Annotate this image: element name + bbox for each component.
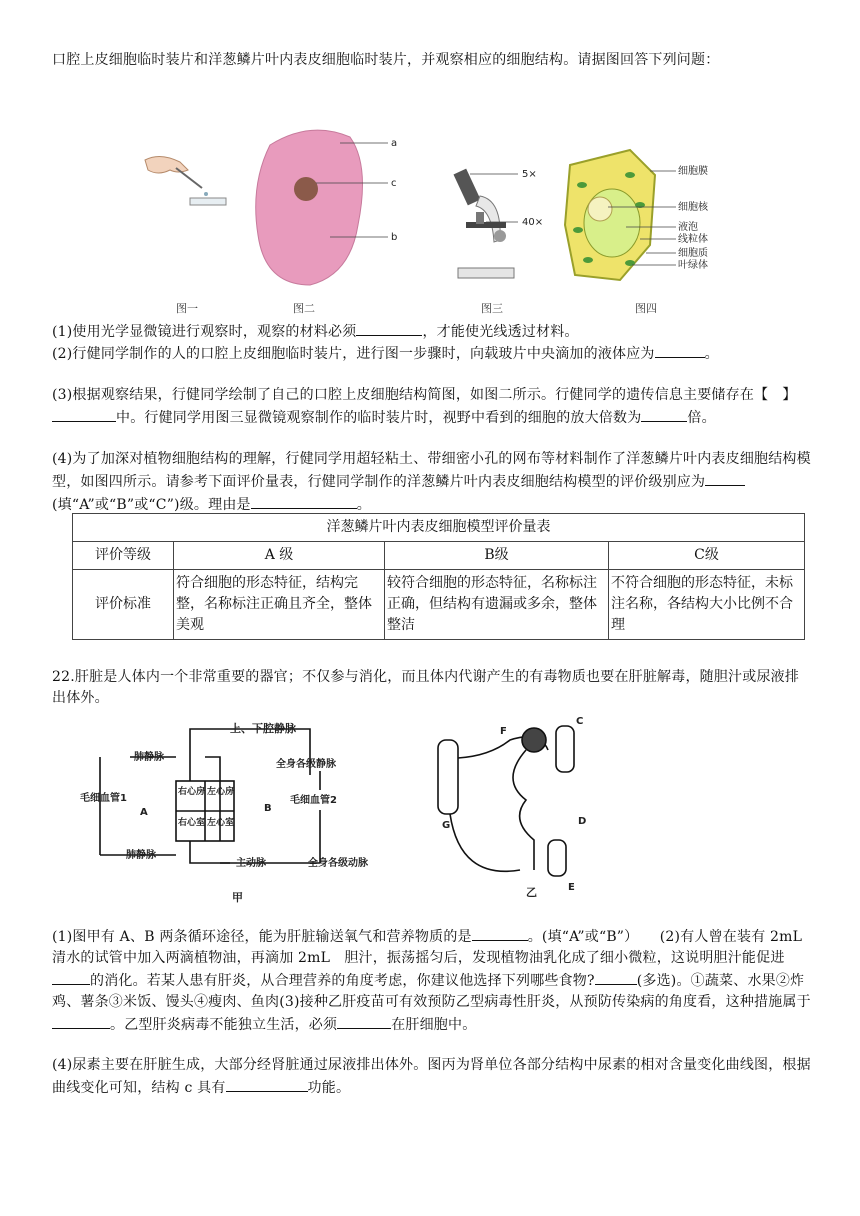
svg-text:全身各级动脉: 全身各级动脉	[308, 858, 368, 869]
answer-blank[interactable]	[52, 406, 116, 422]
figure-two-cheek-cell	[250, 125, 405, 295]
answer-blank[interactable]	[641, 406, 687, 422]
q21-part2: (2)行健同学制作的人的口腔上皮细胞临时装片，进行图一步骤时，向载玻片中央滴加的液体应为 。	[52, 342, 812, 365]
table-cell: 不符合细胞的形态特征，未标注名称，各结构大小比例不合理	[609, 570, 805, 640]
answer-blank[interactable]	[356, 320, 422, 336]
fig2-label-b: b	[391, 232, 398, 243]
table-title-row	[73, 514, 805, 542]
svg-text:毛细血管1: 毛细血管1	[80, 793, 127, 804]
svg-text:F: F	[500, 726, 507, 737]
answer-blank[interactable]	[472, 925, 528, 941]
table-title: 洋葱鳞片叶内表皮细胞模型评价量表	[73, 514, 805, 542]
svg-text:全身各级静脉: 全身各级静脉	[276, 759, 336, 770]
svg-text:E: E	[568, 882, 575, 893]
fig3-label-eyepiece: 5×	[522, 169, 537, 180]
q21-part3: (3)根据观察结果，行健同学绘制了自己的口腔上皮细胞结构简图，如图二所示。行健同学的遗传信息主要储存在【 】中。行健同学用图三显微镜观察制作的临时装片时，视野中看到的细胞的放大倍数为 倍。	[52, 387, 797, 426]
answer-blank[interactable]	[337, 1013, 391, 1029]
figure-three-microscope	[440, 160, 550, 290]
answer-blank[interactable]	[52, 1013, 110, 1029]
fig-caption-4: 图四	[635, 302, 657, 315]
q22-part4: (4)尿素主要在肝脏生成，大部分经肾脏通过尿液排出体外。图丙为肾单位各部分结构中尿素的相对含量变化曲线图，根据曲线变化可知，结构 c 具有 功能。	[52, 1057, 811, 1096]
answer-blank[interactable]	[226, 1076, 308, 1092]
fig4-label-chloroplast: 叶绿体	[678, 260, 708, 271]
fig3-label-objective: 40×	[522, 217, 544, 228]
q21-part1: (1)使用光学显微镜进行观察时，观察的材料必须 ，才能使光线透过材料。	[52, 320, 812, 343]
table-cell: 评价标准	[73, 570, 174, 640]
q22-intro: 22.肝脏是人体内一个非常重要的器官；不仅参与消化，而且体内代谢产生的有毒物质也要在肝脏解毒，随胆汁或尿液排出体外。	[52, 669, 800, 706]
svg-text:主动脉: 主动脉	[236, 858, 266, 869]
answer-blank[interactable]	[655, 342, 705, 358]
diagram-yi-kidney	[430, 710, 610, 900]
svg-text:右心室: 右心室	[178, 818, 206, 828]
fig-caption-3: 图三	[481, 302, 503, 315]
svg-text:乙: 乙	[526, 886, 537, 899]
svg-text:肺静脉: 肺静脉	[126, 850, 156, 861]
table-cell: 符合细胞的形态特征，结构完整，名称标注正确且齐全，整体美观	[174, 570, 385, 640]
svg-text:毛细血管2: 毛细血管2	[290, 795, 337, 806]
svg-text:A: A	[140, 807, 148, 818]
answer-blank[interactable]	[705, 470, 745, 486]
table-cell: 较符合细胞的形态特征，名称标注正确，但结构有遗漏或多余，整体整洁	[385, 570, 609, 640]
figure-four-plant-cell	[560, 145, 730, 290]
fig4-label-membrane: 细胞膜	[678, 166, 708, 177]
table-cell: B级	[385, 542, 609, 570]
svg-text:B: B	[264, 803, 272, 814]
svg-text:G: G	[442, 820, 451, 831]
table-cell: A 级	[174, 542, 385, 570]
evaluation-table	[72, 513, 805, 640]
answer-blank[interactable]	[595, 969, 637, 985]
fig-caption-2: 图二	[293, 302, 315, 315]
svg-text:左心室: 左心室	[207, 818, 235, 828]
fig2-label-a: a	[391, 138, 398, 149]
question-intro: 口腔上皮细胞临时装片和洋葱鳞片叶内表皮细胞临时装片，并观察相应的细胞结构。请据图回答下列问题：	[52, 52, 720, 68]
fig4-label-vacuole: 液泡	[678, 222, 698, 233]
table-row	[73, 542, 805, 570]
fig2-label-c: c	[391, 178, 397, 189]
fig-caption-1: 图一	[176, 302, 198, 315]
fig4-label-nucleus: 细胞核	[678, 202, 708, 213]
table-cell: C级	[609, 542, 805, 570]
diagram-jia-circulation	[80, 715, 380, 905]
svg-text:肺静脉: 肺静脉	[134, 752, 164, 763]
answer-blank[interactable]	[52, 969, 90, 985]
svg-text:上、下腔静脉: 上、下腔静脉	[230, 722, 296, 735]
answer-blank[interactable]	[251, 493, 357, 509]
figure-one-step	[140, 148, 230, 218]
svg-text:D: D	[578, 816, 587, 827]
table-cell: 评价等级	[73, 542, 174, 570]
fig4-label-cytoplasm: 细胞质	[678, 248, 708, 259]
table-row	[73, 570, 805, 640]
q22-parts-1-3: (1)图甲有 A、B 两条循环途径，能为肝脏输送氧气和营养物质的是 。(填“A”或“B”） (2)有人曾在装有 2mL 清水的试管中加入两滴植物油，再滴加 2mL 胆汁，振荡摇匀后，发现植物油乳化成了细小微粒，这说明胆汁能促进的消化。若某人患有肝炎，从合理营养的角度考虑，你建议他选择下列哪些食物? (多选)。①蔬菜、水果②炸鸡、薯条③米饭、馒头④瘦肉、鱼肉(3)接种乙肝疫苗可有效预防乙型病毒性肝炎，从预防传染病的角度看，这种措施属于。乙型肝炎病毒不能独立生活，必须 在肝细胞中。	[52, 925, 812, 1036]
svg-text:右心房: 右心房	[178, 787, 206, 797]
svg-text:左心房: 左心房	[207, 787, 235, 797]
q21-part4: (4)为了加深对植物细胞结构的理解，行健同学用超轻粘土、带细密小孔的网布等材料制作了洋葱鳞片叶内表皮细胞结构模型，如图四所示。请参考下面评价量表，行健同学制作的洋葱鳞片叶内表皮细胞结构模型的评价级别应为(填“A”或“B”或“C”)级。理由是 。	[52, 451, 811, 513]
svg-text:甲: 甲	[232, 891, 243, 904]
fig4-label-mitochondria: 线粒体	[678, 234, 708, 245]
svg-text:C: C	[576, 716, 584, 727]
